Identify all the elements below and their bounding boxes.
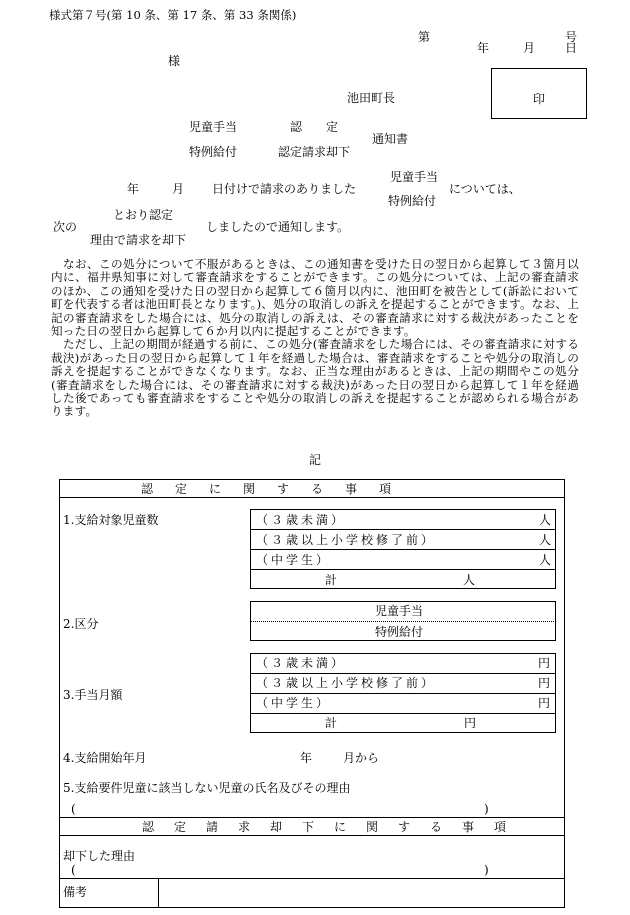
title-allowance: 児童手当 bbox=[189, 120, 238, 134]
title-special-benefit: 特例給付 bbox=[189, 145, 238, 159]
date-day-label: 日 bbox=[565, 41, 578, 55]
paren-open: ( bbox=[71, 863, 76, 877]
unit-yen: 円 bbox=[538, 696, 551, 710]
appeal-paragraph-1: なお、この処分について不服があるときは、この通知書を受けた日の翌日から起算して３箇月以内に、福井県知事に対して審査請求をすることができます。この処分については、上記の審査請求のほか、この通知を受けた日の翌日から起算して６箇月以内に、池田町を被告として(訴訟において町を代表する者は池田町長となります。)、処分の取消しの訴えを提起することができます。なお、上記の審査請求をした場合には、処分の取消しの訴えは、その審査請求に対する裁決があったことを知った日の翌日から起算して６か月以内に提起することができます。 bbox=[51, 257, 579, 339]
title-rejection: 認定請求却下 bbox=[278, 145, 351, 159]
item-monthly-amount-label: 3.手当月額 bbox=[63, 688, 123, 702]
dotted-divider bbox=[250, 621, 556, 622]
section-rejection-header: 認定請求却下に関する事項 bbox=[142, 820, 527, 834]
unit-person: 人 bbox=[539, 553, 552, 567]
category-child-allowance: 児童手当 bbox=[375, 604, 424, 618]
total-label: 計 bbox=[325, 716, 338, 730]
age-under3-label: （３歳未満） bbox=[256, 513, 347, 527]
divider bbox=[59, 835, 565, 836]
body-allowance-bottom: 特例給付 bbox=[388, 194, 437, 208]
title-approval: 認 定 bbox=[290, 120, 339, 134]
item-category-label: 2.区分 bbox=[63, 617, 99, 631]
category-special-benefit: 特例給付 bbox=[375, 625, 424, 639]
title-notice-word: 通知書 bbox=[372, 132, 409, 146]
divider bbox=[250, 713, 556, 714]
unit-yen: 円 bbox=[538, 656, 551, 670]
unit-yen: 円 bbox=[464, 716, 477, 730]
date-month-label: 月 bbox=[523, 41, 536, 55]
total-label: 計 bbox=[325, 573, 338, 587]
paren-open: ( bbox=[71, 802, 76, 816]
age-junior-high-label: （中学生） bbox=[256, 553, 332, 567]
date-year-label: 年 bbox=[477, 41, 490, 55]
divider bbox=[250, 569, 556, 570]
divider bbox=[250, 673, 556, 674]
age-preschool-elementary-label: （３歳以上小学校修了前） bbox=[256, 676, 437, 690]
body-option-reject: 理由で請求を却下 bbox=[90, 233, 187, 247]
unit-person: 人 bbox=[539, 513, 552, 527]
issuer-mayor: 池田町長 bbox=[347, 91, 396, 105]
form-number: 様式第７号(第 10 条、第 17 条、第 33 条関係) bbox=[49, 8, 297, 22]
item-non-eligible-children-label: 5.支給要件児童に該当しない児童の氏名及びその理由 bbox=[63, 781, 351, 795]
unit-yen: 円 bbox=[538, 676, 551, 690]
section-approval-header: 認定に関する事項 bbox=[141, 482, 414, 496]
age-preschool-elementary-label: （３歳以上小学校修了前） bbox=[256, 533, 437, 547]
age-junior-high-label: （中学生） bbox=[256, 696, 332, 710]
document-number-suffix: 号 bbox=[565, 30, 578, 44]
remarks-divider bbox=[158, 878, 159, 908]
seal-box bbox=[491, 68, 587, 119]
paren-close: ) bbox=[484, 863, 489, 877]
body-year: 年 bbox=[127, 182, 140, 196]
reject-reason-label: 却下した理由 bbox=[63, 849, 136, 863]
body-allowance-top: 児童手当 bbox=[390, 170, 439, 184]
body-next: 次の bbox=[53, 220, 78, 234]
body-about: については、 bbox=[449, 182, 521, 196]
body-month: 月 bbox=[172, 182, 185, 196]
age-under3-label: （３歳未満） bbox=[256, 656, 347, 670]
divider bbox=[59, 878, 565, 879]
divider bbox=[250, 529, 556, 530]
addressee-honorific: 様 bbox=[168, 54, 181, 68]
body-ending: しましたので通知します。 bbox=[206, 220, 350, 234]
body-date-text: 日付けで請求のありました bbox=[212, 182, 357, 196]
divider bbox=[59, 817, 565, 818]
unit-person: 人 bbox=[463, 573, 476, 587]
start-month-label: 月から bbox=[343, 751, 380, 765]
divider bbox=[59, 497, 565, 498]
divider bbox=[250, 693, 556, 694]
appeal-paragraph-2: ただし、上記の期間が経過する前に、この処分(審査請求をした場合には、その審査請求に対する裁決)があった日の翌日から起算して１年を経過した場合は、審査請求をすることや処分の取消しの訴えを提起することができなくなります。なお、正当な理由があるときは、上記の期間やこの処分(審査請求をした場合には、その審査請求に対する裁決)があった日の翌日から起算して１年を経過した後であっても審査請求をすることや処分の取消しの訴えを提起することが認められる場合があります。 bbox=[51, 337, 579, 419]
paren-close: ) bbox=[484, 802, 489, 816]
seal-label: 印 bbox=[532, 92, 545, 106]
appeal-notice bbox=[51, 258, 579, 419]
ki-heading: 記 bbox=[309, 453, 322, 467]
remarks-label: 備考 bbox=[63, 885, 88, 899]
item-start-month-label: 4.支給開始年月 bbox=[63, 751, 147, 765]
unit-person: 人 bbox=[539, 533, 552, 547]
body-option-approve: とおり認定 bbox=[113, 208, 174, 222]
divider bbox=[250, 549, 556, 550]
document-number-prefix: 第 bbox=[418, 30, 431, 44]
start-year-label: 年 bbox=[300, 751, 313, 765]
item-children-count-label: 1.支給対象児童数 bbox=[63, 513, 159, 527]
